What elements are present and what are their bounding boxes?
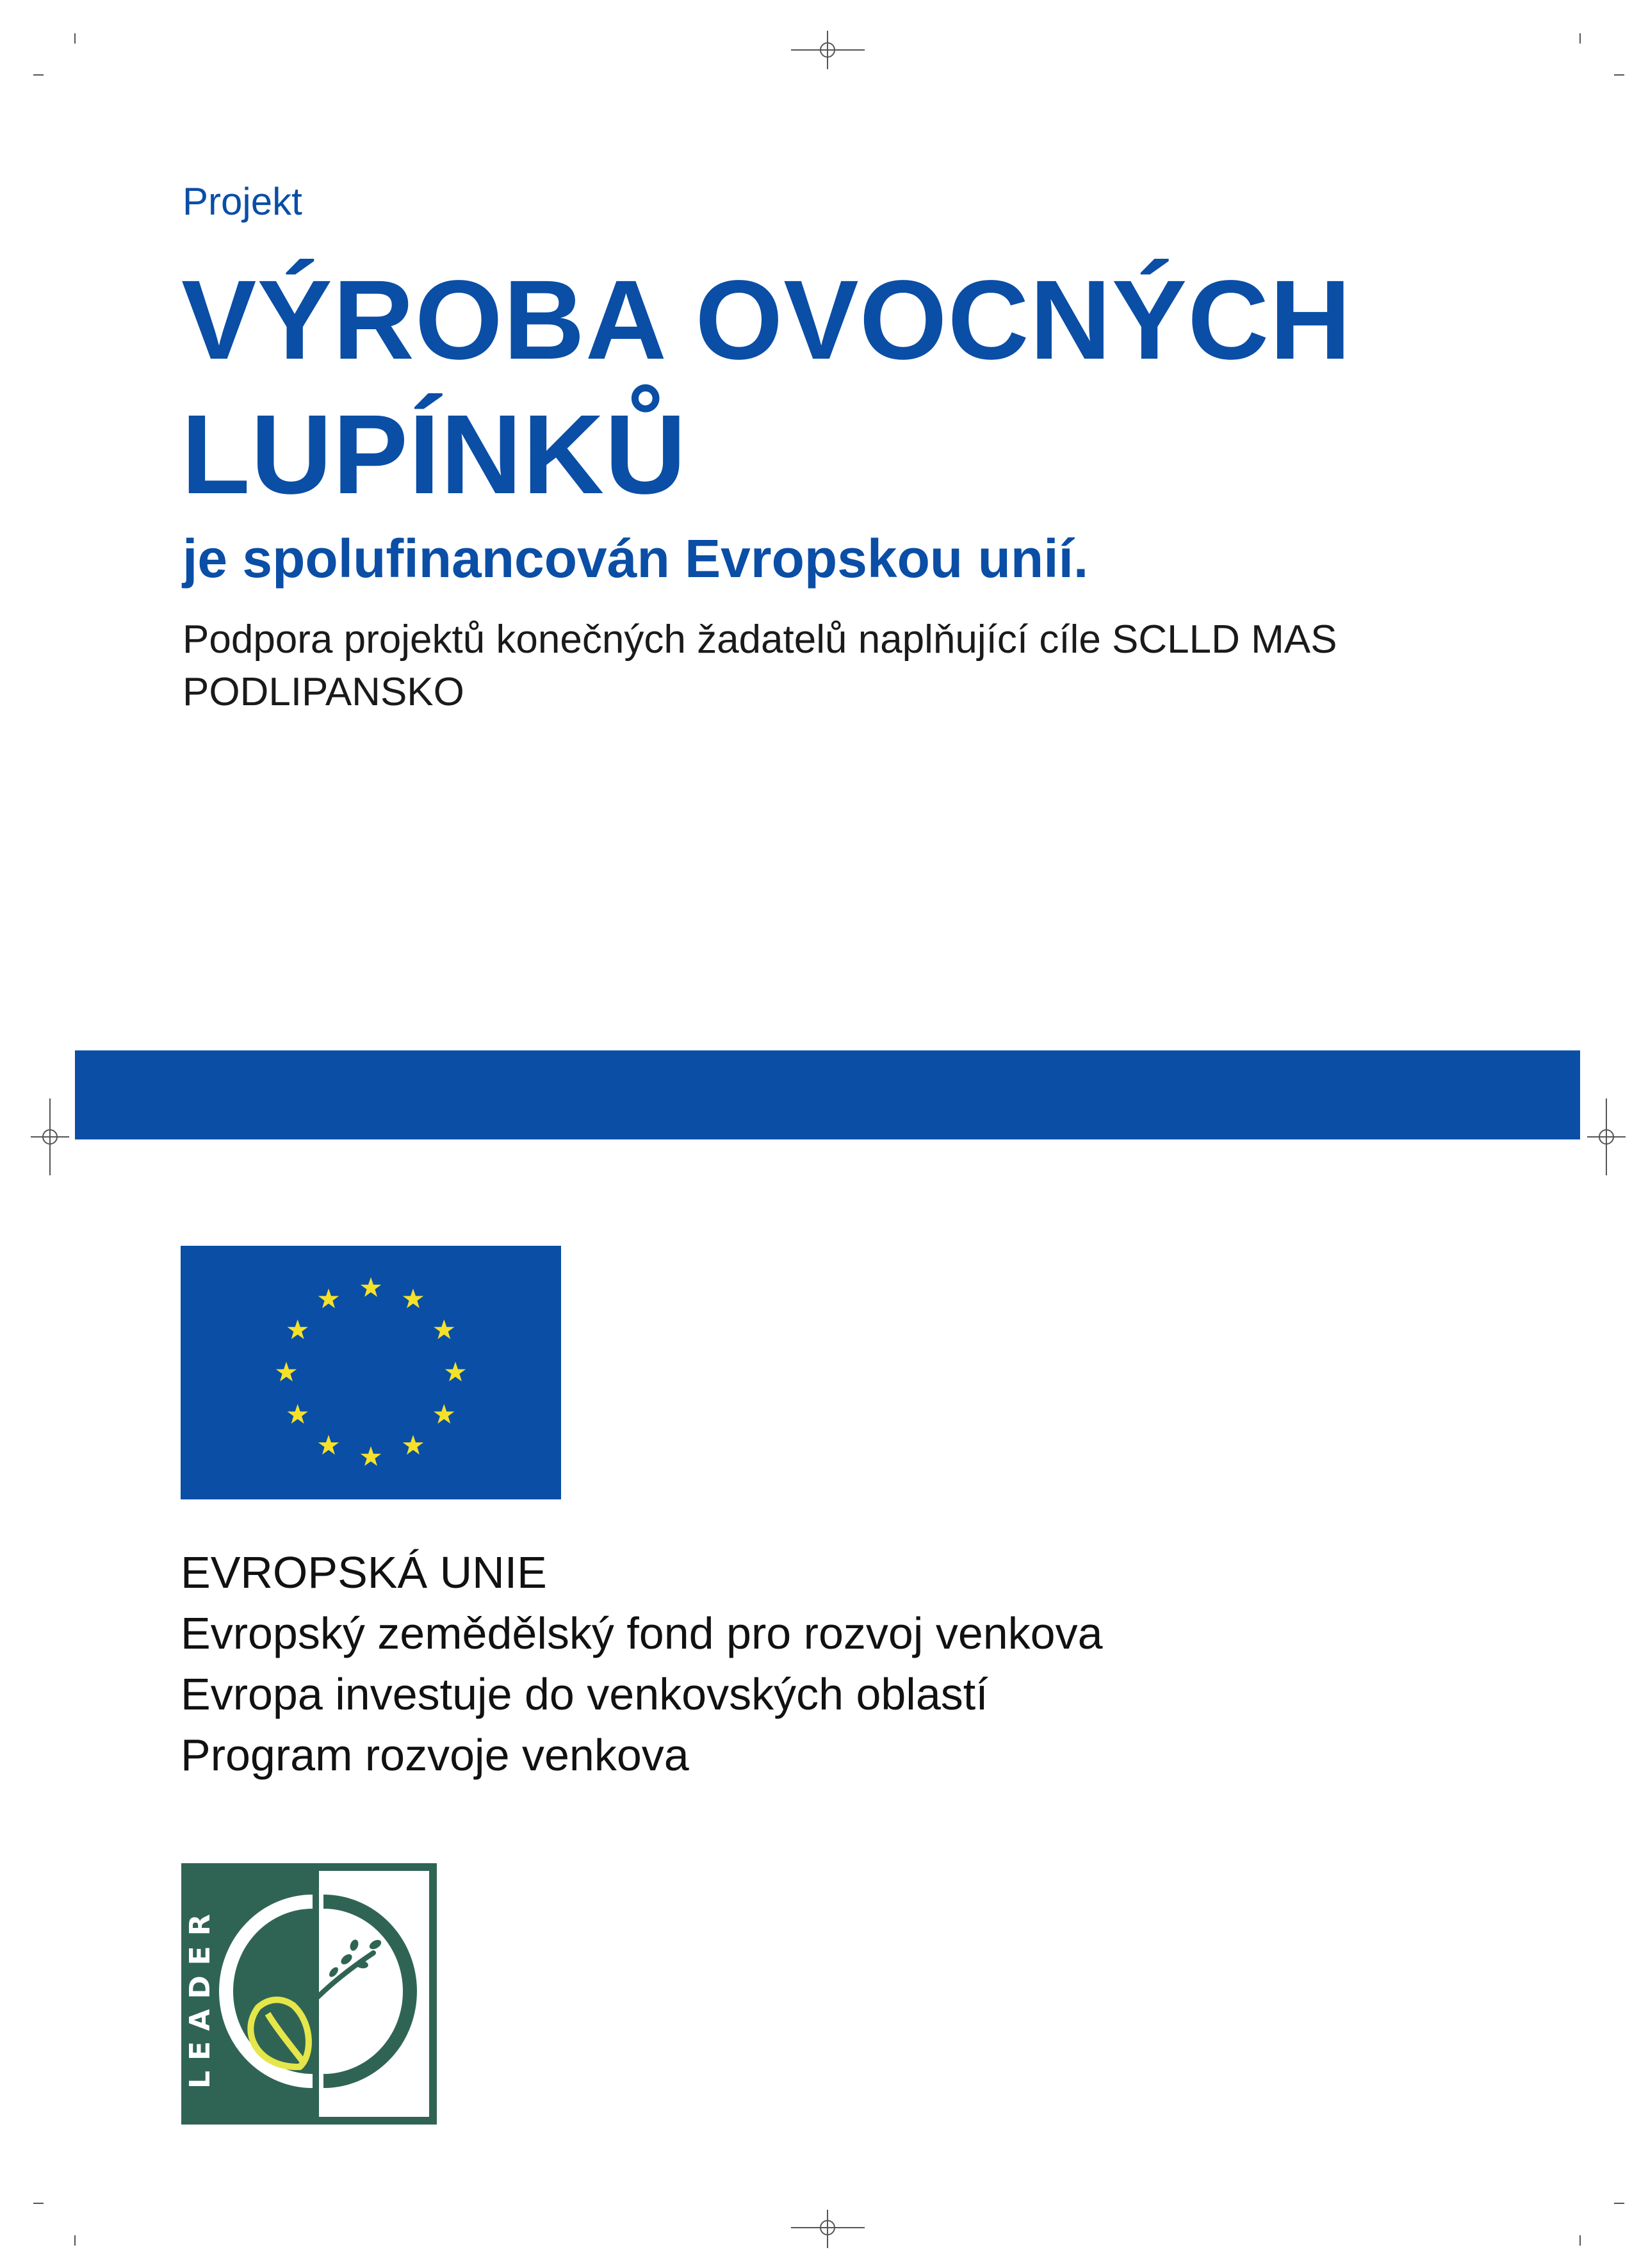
project-title-line-1: VÝROBA OVOCNÝCH bbox=[181, 257, 1352, 383]
cofinancing-subtitle: je spolufinancován Evropskou unií. bbox=[183, 528, 1089, 589]
eu-flag-icon bbox=[181, 1246, 561, 1499]
leader-text: LEADER bbox=[184, 1904, 216, 2089]
eu-text-line-1: EVROPSKÁ UNIE bbox=[181, 1547, 547, 1597]
program-description-line-2: PODLIPANSKO bbox=[183, 670, 464, 714]
eu-text-line-2: Evropský zemědělský fond pro rozvoj venkova bbox=[181, 1608, 1103, 1658]
eu-text-line-3: Evropa investuje do venkovských oblastí bbox=[181, 1669, 988, 1719]
eu-funding-text bbox=[181, 1542, 1462, 1786]
program-description-line-1: Podpora projektů konečných žadatelů naplňující cíle SCLLD MAS bbox=[183, 617, 1337, 662]
project-label: Projekt bbox=[183, 180, 302, 223]
eu-text-line-4: Program rozvoje venkova bbox=[181, 1730, 689, 1780]
program-description bbox=[183, 614, 1560, 719]
leader-logo-icon bbox=[181, 1863, 437, 2125]
blue-divider-bar bbox=[75, 1050, 1580, 1139]
project-title-line-2: LUPÍNKŮ bbox=[181, 392, 687, 518]
project-title bbox=[181, 253, 1558, 522]
